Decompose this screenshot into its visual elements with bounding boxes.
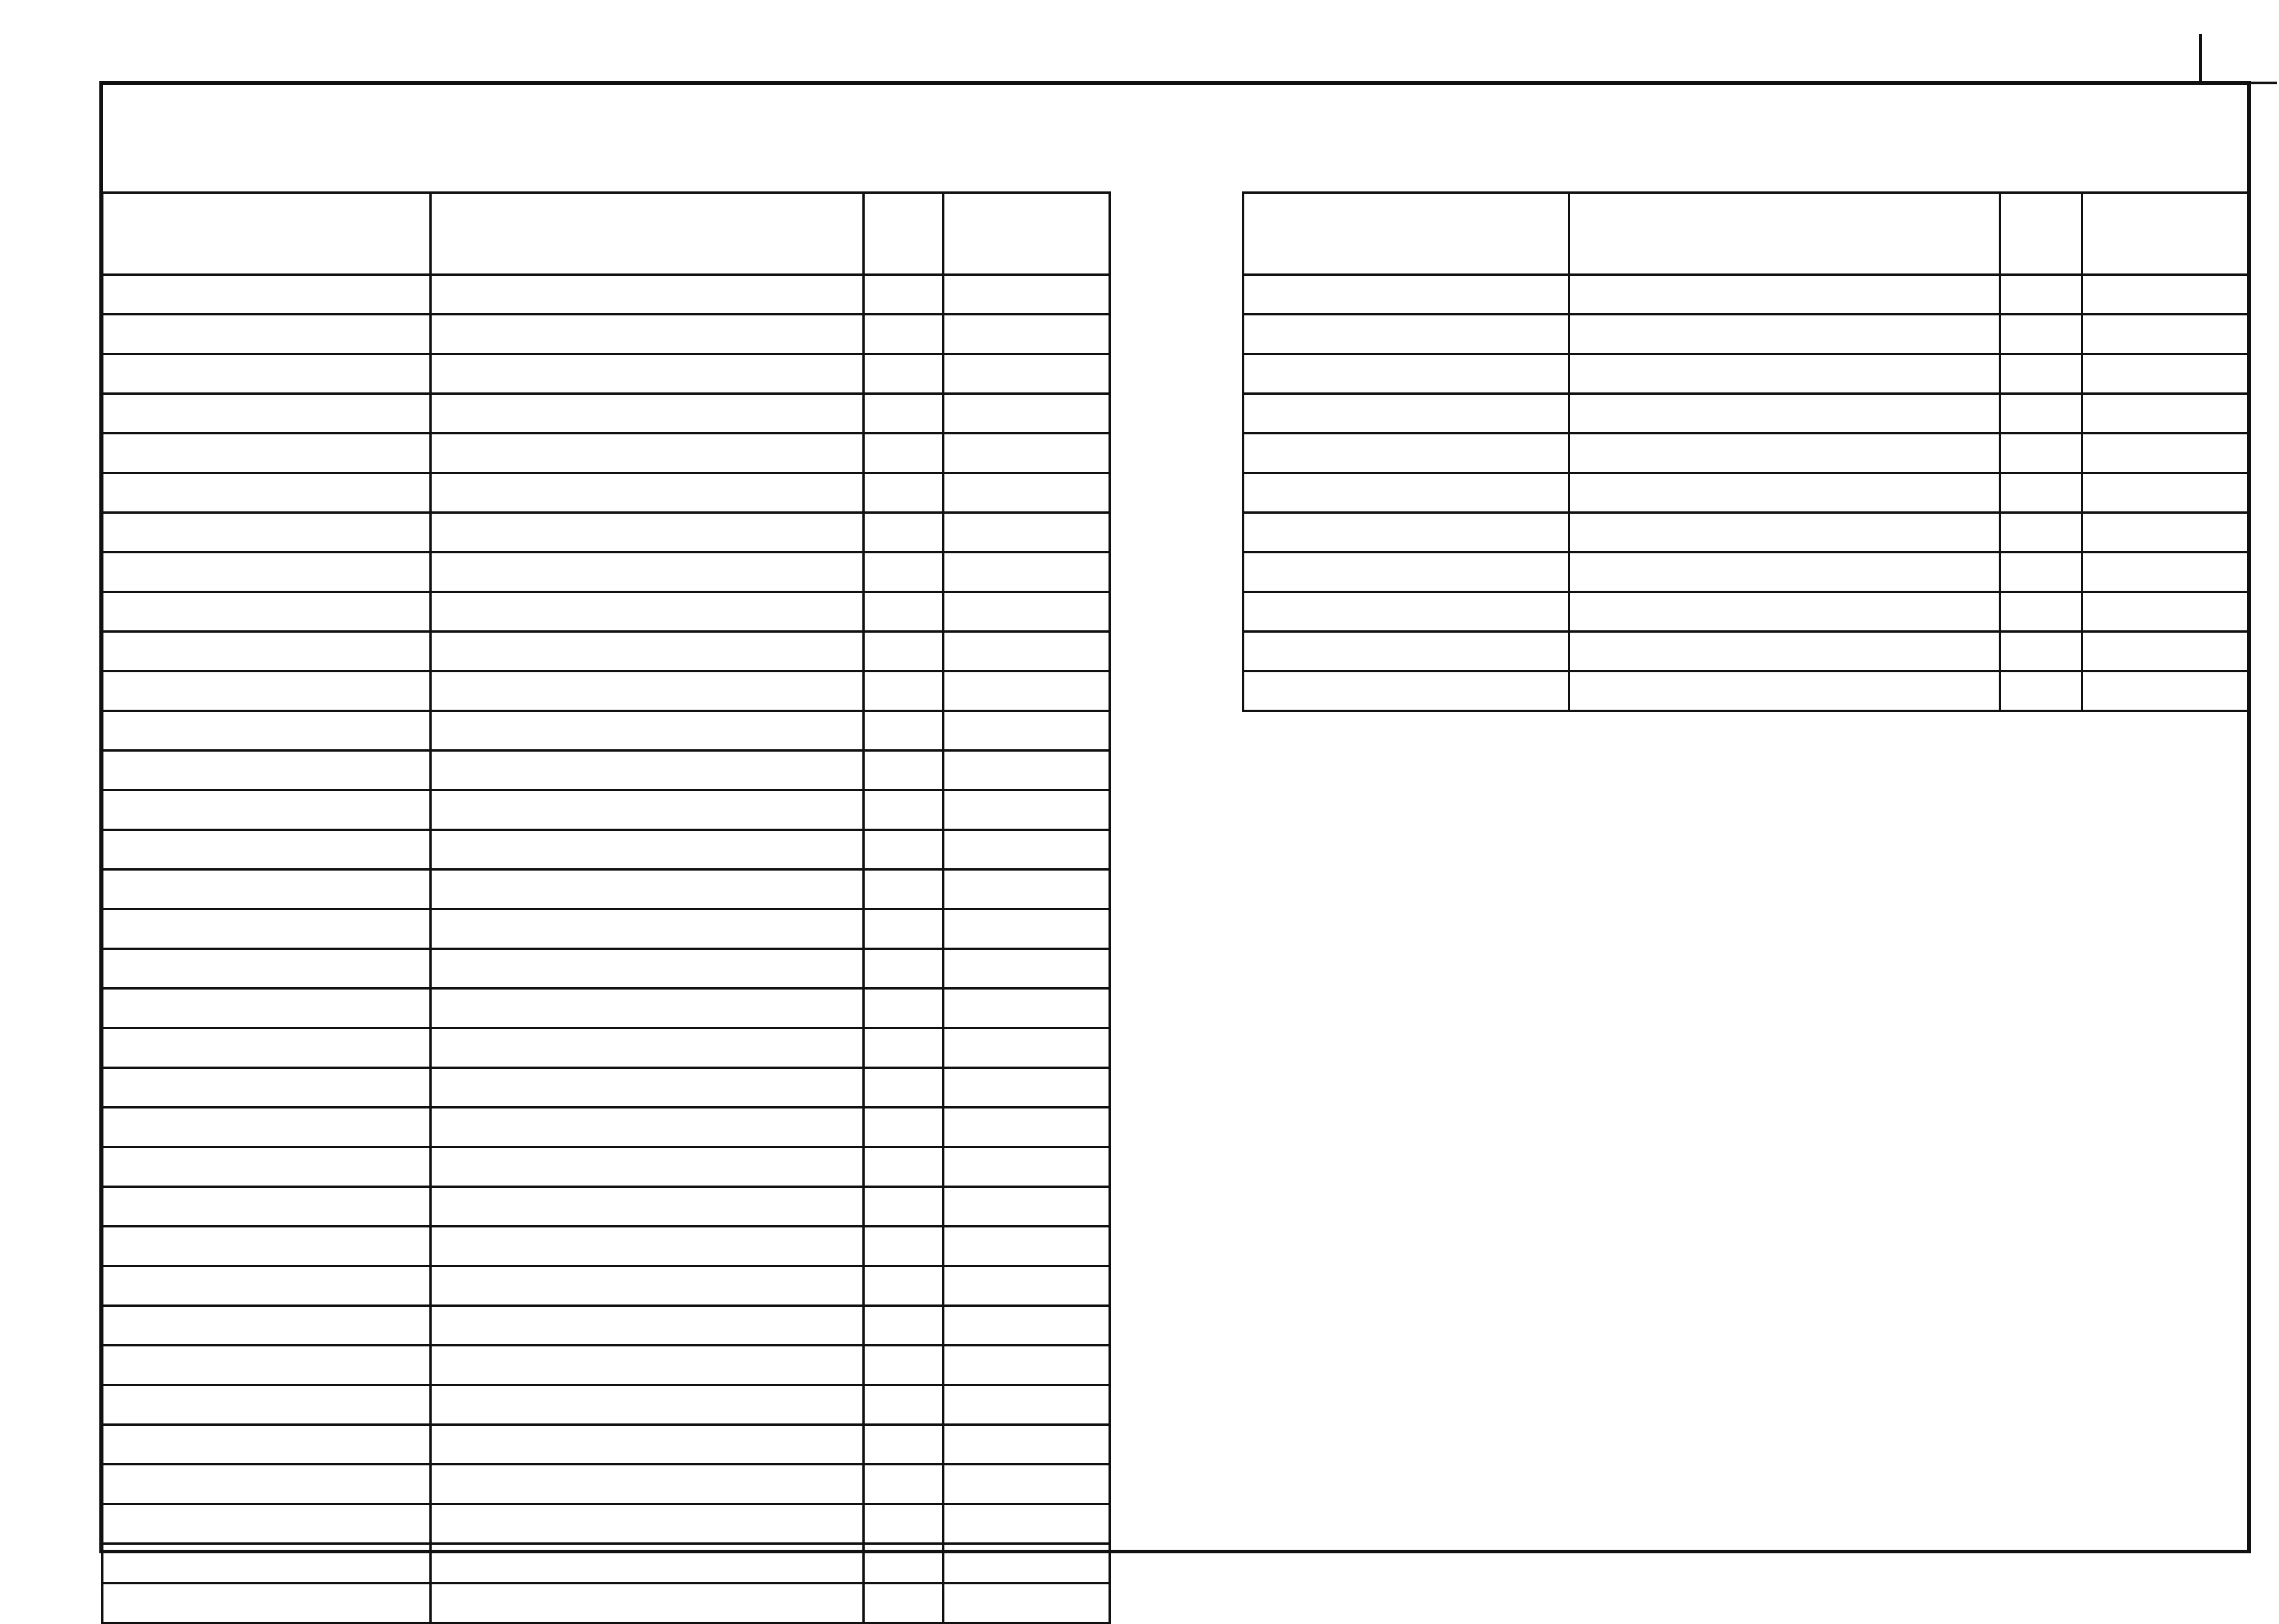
page-cell: [864, 790, 944, 830]
name-cell: [431, 473, 864, 513]
table-row: [1243, 394, 2248, 433]
page-cell: [2000, 592, 2082, 632]
note-cell: [944, 552, 1110, 592]
designation-cell: [103, 1068, 431, 1108]
table-row: [103, 433, 1110, 473]
name-cell: [431, 433, 864, 473]
name-cell: [1569, 354, 2000, 394]
note-cell: [944, 1227, 1110, 1266]
note-cell: [944, 1187, 1110, 1227]
contents-table-right: [1242, 191, 2249, 712]
designation-cell: [103, 1028, 431, 1068]
table-row: [1243, 632, 2248, 671]
note-cell: [2082, 275, 2248, 314]
note-cell: [944, 1385, 1110, 1425]
designation-cell: [1243, 314, 1569, 354]
table-row: [1243, 473, 2248, 513]
designation-cell: [103, 592, 431, 632]
page-cell: [2000, 394, 2082, 433]
page-cell: [2000, 671, 2082, 711]
note-cell: [944, 909, 1110, 949]
name-cell: [431, 1266, 864, 1306]
table-row: [103, 552, 1110, 592]
name-cell: [431, 513, 864, 552]
page-cell: [864, 989, 944, 1028]
designation-cell: [103, 552, 431, 592]
table-row: [103, 1425, 1110, 1464]
table-row: [103, 1544, 1110, 1583]
page-cell: [864, 632, 944, 671]
note-cell: [2082, 632, 2248, 671]
name-cell: [431, 1147, 864, 1187]
table-row: [103, 790, 1110, 830]
header-designation: [1243, 193, 1569, 275]
page-cell: [864, 671, 944, 711]
note-cell: [944, 1266, 1110, 1306]
page-cell: [864, 1583, 944, 1623]
table-row: [103, 989, 1110, 1028]
designation-cell: [103, 513, 431, 552]
page-cell: [864, 1425, 944, 1464]
table-row: [103, 949, 1110, 989]
name-cell: [431, 949, 864, 989]
designation-cell: [103, 909, 431, 949]
name-cell: [431, 870, 864, 909]
page-cell: [864, 1187, 944, 1227]
page-cell: [2000, 275, 2082, 314]
table-row: [103, 314, 1110, 354]
designation-cell: [103, 949, 431, 989]
note-cell: [944, 711, 1110, 751]
page-cell: [864, 1108, 944, 1147]
page-cell: [864, 949, 944, 989]
name-cell: [431, 830, 864, 870]
name-cell: [431, 394, 864, 433]
designation-cell: [1243, 513, 1569, 552]
note-cell: [944, 1068, 1110, 1108]
page-cell: [2000, 354, 2082, 394]
page-cell: [864, 275, 944, 314]
note-cell: [2082, 473, 2248, 513]
note-cell: [2082, 354, 2248, 394]
name-cell: [431, 1068, 864, 1108]
name-cell: [1569, 552, 2000, 592]
note-cell: [944, 632, 1110, 671]
note-cell: [944, 1464, 1110, 1504]
table-row: [103, 1187, 1110, 1227]
table-row: [103, 1068, 1110, 1108]
note-cell: [2082, 314, 2248, 354]
page-cell: [864, 394, 944, 433]
table-row: [103, 1108, 1110, 1147]
table-row: [103, 473, 1110, 513]
page-cell: [864, 1306, 944, 1346]
note-cell: [944, 1108, 1110, 1147]
name-cell: [431, 751, 864, 790]
table-row: [1243, 275, 2248, 314]
designation-cell: [103, 314, 431, 354]
table-row: [1243, 354, 2248, 394]
page-cell: [864, 1028, 944, 1068]
page-cell: [2000, 513, 2082, 552]
note-cell: [944, 314, 1110, 354]
designation-cell: [103, 751, 431, 790]
designation-cell: [103, 711, 431, 751]
table-row: [1243, 671, 2248, 711]
name-cell: [431, 1306, 864, 1346]
table-row: [103, 513, 1110, 552]
table-row: [103, 1266, 1110, 1306]
note-cell: [944, 870, 1110, 909]
designation-cell: [1243, 394, 1569, 433]
page-cell: [864, 1227, 944, 1266]
name-cell: [431, 592, 864, 632]
table-row: [103, 1385, 1110, 1425]
header-name: [1569, 193, 2000, 275]
designation-cell: [103, 790, 431, 830]
table-row: [103, 394, 1110, 433]
designation-cell: [103, 1544, 431, 1583]
page-cell: [864, 1346, 944, 1385]
page-cell: [864, 870, 944, 909]
page-cell: [864, 1464, 944, 1504]
designation-cell: [1243, 592, 1569, 632]
note-cell: [944, 1544, 1110, 1583]
page-cell: [864, 433, 944, 473]
note-cell: [2082, 513, 2248, 552]
page-cell: [864, 751, 944, 790]
designation-cell: [1243, 632, 1569, 671]
table-row: [103, 1227, 1110, 1266]
designation-cell: [1243, 552, 1569, 592]
table-row: [103, 671, 1110, 711]
note-cell: [944, 473, 1110, 513]
page-cell: [864, 354, 944, 394]
header-note: [2082, 193, 2248, 275]
table-row: [103, 1147, 1110, 1187]
name-cell: [431, 1346, 864, 1385]
designation-cell: [103, 1227, 431, 1266]
page-cell: [2000, 433, 2082, 473]
name-cell: [431, 354, 864, 394]
name-cell: [431, 1227, 864, 1266]
page-cell: [864, 909, 944, 949]
designation-cell: [103, 632, 431, 671]
designation-cell: [1243, 473, 1569, 513]
name-cell: [1569, 433, 2000, 473]
designation-cell: [1243, 275, 1569, 314]
name-cell: [431, 1544, 864, 1583]
name-cell: [431, 552, 864, 592]
note-cell: [2082, 671, 2248, 711]
table-row: [103, 1504, 1110, 1544]
table-row: [1243, 433, 2248, 473]
note-cell: [944, 354, 1110, 394]
designation-cell: [103, 1583, 431, 1623]
table-row: [1243, 513, 2248, 552]
name-cell: [1569, 473, 2000, 513]
table-row: [103, 354, 1110, 394]
designation-cell: [103, 1504, 431, 1544]
table-row: [103, 1464, 1110, 1504]
table-row: [103, 1028, 1110, 1068]
page-cell: [864, 711, 944, 751]
note-cell: [944, 513, 1110, 552]
note-cell: [944, 1306, 1110, 1346]
table-row: [1243, 592, 2248, 632]
page-cell: [864, 830, 944, 870]
note-cell: [944, 830, 1110, 870]
page-cell: [2000, 314, 2082, 354]
designation-cell: [103, 870, 431, 909]
table-row: [103, 1306, 1110, 1346]
header-page: [864, 193, 944, 275]
name-cell: [431, 1187, 864, 1227]
table-row: [103, 830, 1110, 870]
note-cell: [944, 790, 1110, 830]
designation-cell: [103, 1346, 431, 1385]
table-row: [103, 711, 1110, 751]
page-cell: [864, 1504, 944, 1544]
note-cell: [2082, 394, 2248, 433]
table-row: [103, 1346, 1110, 1385]
note-cell: [944, 671, 1110, 711]
designation-cell: [103, 1425, 431, 1464]
note-cell: [944, 989, 1110, 1028]
designation-cell: [103, 1266, 431, 1306]
table-row: [1243, 314, 2248, 354]
header-note: [944, 193, 1110, 275]
header-designation: [103, 193, 431, 275]
name-cell: [431, 1504, 864, 1544]
designation-cell: [103, 275, 431, 314]
designation-cell: [1243, 433, 1569, 473]
name-cell: [431, 1464, 864, 1504]
note-cell: [2082, 592, 2248, 632]
page-cell: [864, 1147, 944, 1187]
name-cell: [431, 711, 864, 751]
name-cell: [431, 790, 864, 830]
name-cell: [1569, 513, 2000, 552]
note-cell: [944, 394, 1110, 433]
page-cell: [2000, 473, 2082, 513]
name-cell: [1569, 394, 2000, 433]
name-cell: [431, 671, 864, 711]
designation-cell: [103, 1187, 431, 1227]
note-cell: [944, 751, 1110, 790]
page-cell: [864, 1385, 944, 1425]
designation-cell: [103, 433, 431, 473]
table-row: [103, 870, 1110, 909]
designation-cell: [1243, 354, 1569, 394]
name-cell: [1569, 592, 2000, 632]
note-cell: [944, 433, 1110, 473]
table-header: [103, 193, 1110, 275]
name-cell: [1569, 314, 2000, 354]
designation-cell: [103, 473, 431, 513]
name-cell: [431, 1385, 864, 1425]
note-cell: [2082, 552, 2248, 592]
page-cell: [864, 1266, 944, 1306]
page-cell: [864, 1544, 944, 1583]
note-cell: [944, 592, 1110, 632]
name-cell: [431, 1583, 864, 1623]
page-cell: [864, 1068, 944, 1108]
note-cell: [944, 949, 1110, 989]
designation-cell: [103, 1147, 431, 1187]
note-cell: [944, 1028, 1110, 1068]
table-row: [103, 909, 1110, 949]
name-cell: [431, 1108, 864, 1147]
table-row: [103, 275, 1110, 314]
page-cell: [864, 314, 944, 354]
note-cell: [944, 275, 1110, 314]
contents-table-left: [101, 191, 1111, 1624]
name-cell: [431, 632, 864, 671]
note-cell: [944, 1504, 1110, 1544]
table-row: [103, 592, 1110, 632]
page-cell: [864, 473, 944, 513]
note-cell: [944, 1425, 1110, 1464]
header-page: [2000, 193, 2082, 275]
name-cell: [1569, 275, 2000, 314]
designation-cell: [103, 1464, 431, 1504]
corner-page-number: [2199, 34, 2277, 84]
designation-cell: [103, 989, 431, 1028]
designation-cell: [1243, 671, 1569, 711]
designation-cell: [103, 671, 431, 711]
designation-cell: [103, 830, 431, 870]
page-cell: [864, 513, 944, 552]
table-header: [1243, 193, 2248, 275]
page-cell: [2000, 552, 2082, 592]
designation-cell: [103, 354, 431, 394]
table-row: [103, 1583, 1110, 1623]
name-cell: [431, 989, 864, 1028]
name-cell: [431, 275, 864, 314]
page-cell: [864, 592, 944, 632]
name-cell: [431, 1425, 864, 1464]
header-name: [431, 193, 864, 275]
note-cell: [2082, 433, 2248, 473]
page-cell: [864, 552, 944, 592]
designation-cell: [103, 1108, 431, 1147]
table-row: [1243, 552, 2248, 592]
designation-cell: [103, 1385, 431, 1425]
note-cell: [944, 1583, 1110, 1623]
name-cell: [1569, 632, 2000, 671]
note-cell: [944, 1346, 1110, 1385]
table-row: [103, 632, 1110, 671]
designation-cell: [103, 1306, 431, 1346]
table-row: [103, 751, 1110, 790]
designation-cell: [103, 394, 431, 433]
note-cell: [944, 1147, 1110, 1187]
name-cell: [431, 1028, 864, 1068]
name-cell: [431, 909, 864, 949]
page-cell: [2000, 632, 2082, 671]
name-cell: [1569, 671, 2000, 711]
name-cell: [431, 314, 864, 354]
